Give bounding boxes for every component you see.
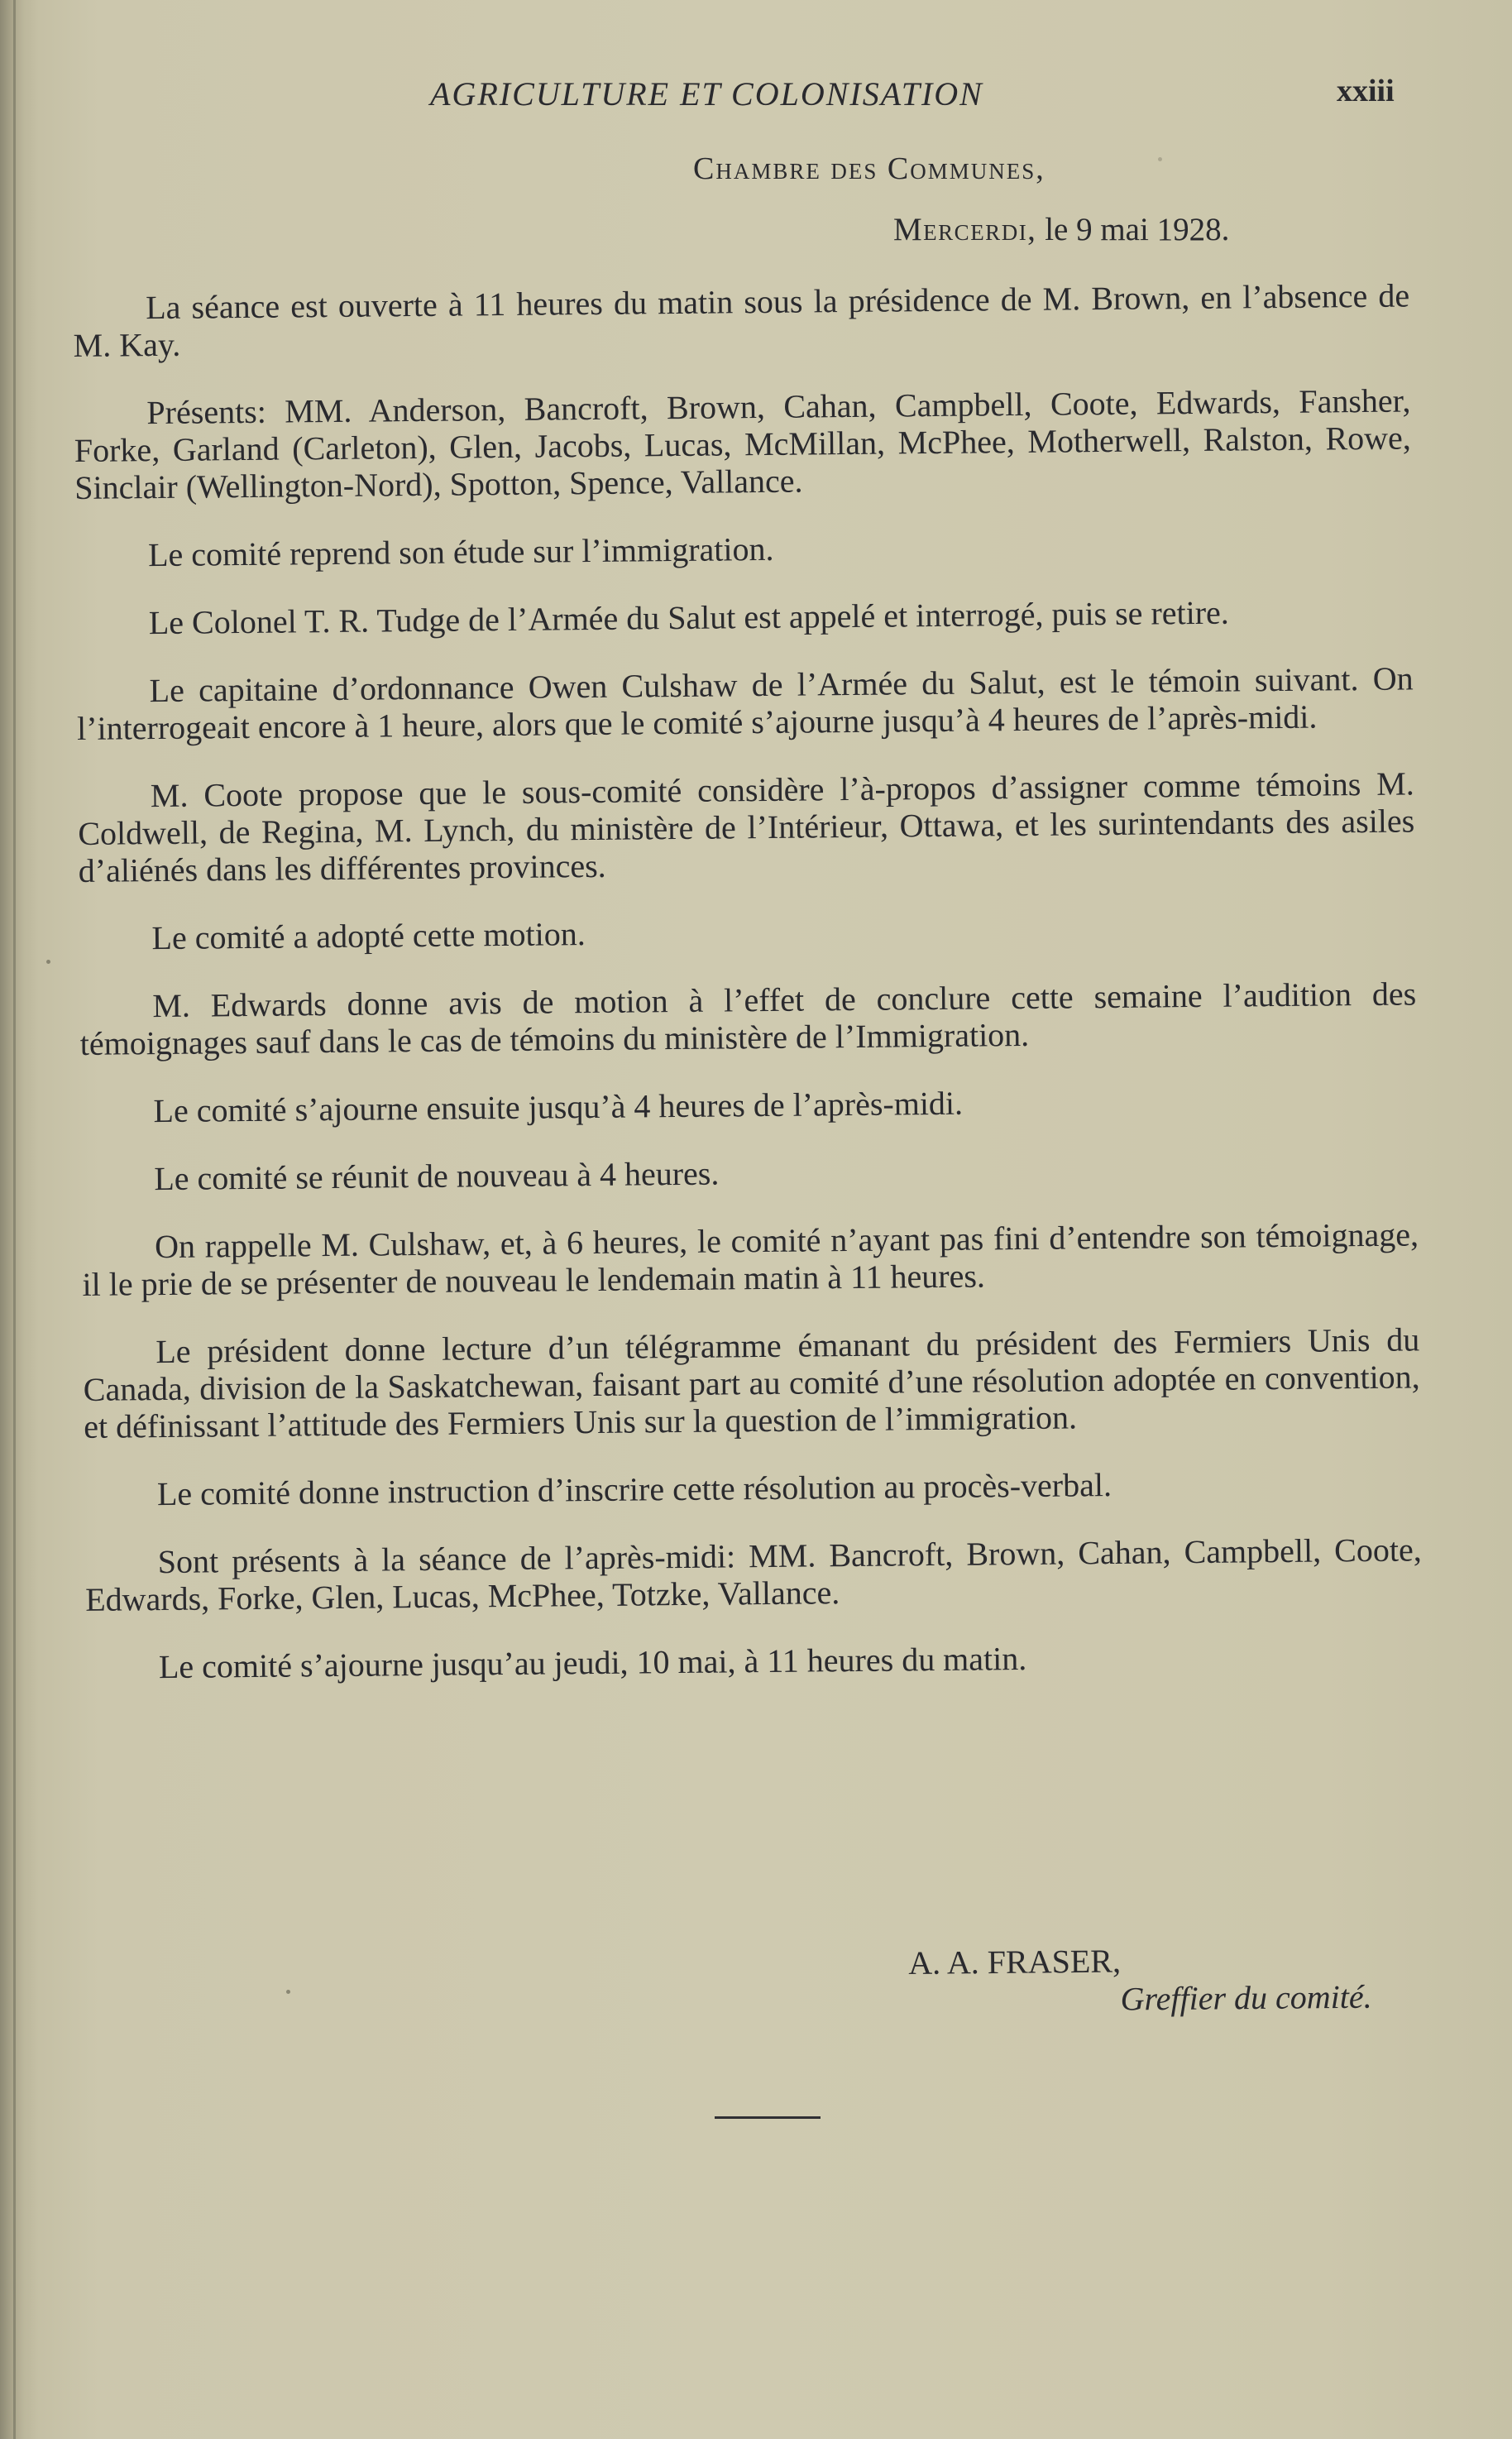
clerk-name: A. A. FRASER, [908,1942,1122,1981]
paragraph-attendance-afternoon: Sont présents à la séance de l’après-midi: MM. Bancroft, Brown, Cahan, Campbell, Coote, Edwards, Forke, Glen, Lucas, McPhee, Totzke, Vallance. [84,1531,1422,1618]
minutes-body [73,276,1423,1716]
paragraph-witness-culshaw: Le capitaine d’ordonnance Owen Culshaw de l’Armée du Salut, est le témoin suivant. On l’interrogeait encore à 1 heure, alors que le comité s’ajourne jusqu’à 4 heures de l’après-midi. [76,659,1414,747]
paragraph-witness-tudge: Le Colonel T. R. Tudge de l’Armée du Salut est appelé et interrogé, puis se retire. [148,593,1230,642]
running-title: AGRICULTURE ET COLONISATION [430,75,983,113]
paragraph-coote-motion: M. Coote propose que le sous-comité considère l’à-propos d’assigner comme témoins M. Coldwell, de Regina, M. Lynch, du ministère de l’Intérieur, Ottawa, et les surintendants des asiles d’aliénés dans les différentes provinces. [78,764,1415,889]
clerk-title: Greffier du comité. [1120,1977,1372,2018]
signature-block [908,1940,1372,2020]
paragraph-edwards-notice: M. Edwards donne avis de motion à l’effet de conclure cette semaine l’audition des témoignages sauf dans le cas de témoins du ministère de l’Immigration. [79,975,1417,1062]
paragraph-study-resumed: Le comité reprend son étude sur l’immigration. [147,529,774,574]
paragraph-reconvene: Le comité se réunit de nouveau à 4 heures. [154,1154,720,1198]
paragraph-motion-adopted: Le comité a adopté cette motion. [151,915,586,957]
date-rest: le 9 mai 1928. [1036,212,1230,247]
paragraph-final-adjournment: Le comité s’ajourne jusqu’au jeudi, 10 mai, à 11 heures du matin. [158,1640,1027,1686]
binding-line [13,0,16,2439]
paragraph-adjourn-afternoon: Le comité s’ajourne ensuite jusqu’à 4 heures de l’après-midi. [153,1084,964,1130]
paragraph-opening: La séance est ouverte à 11 heures du matin sous la présidence de M. Brown, en l’absence de M. Kay. [73,276,1410,364]
chamber-heading: Chambre des Communes, [693,151,1045,186]
page-number: xxiii [1337,74,1395,108]
paragraph-attendance-morning: Présents: MM. Anderson, Bancroft, Brown, Cahan, Campbell, Coote, Edwards, Fansher, Forke, Garland (Carleton), Glen, Jacobs, Lucas, McMillan, McPhee, Motherwell, Ralston, Rowe, Sinclair (Wellington-Nord), Spotton, Spence, Vallance. [74,381,1412,506]
paper-speck [286,1990,290,1994]
paragraph-telegram: Le président donne lecture d’un télégramme émanant du président des Fermiers Unis du Canada, division de la Saskatchewan, faisant part au comité d’une résolution adoptée en convention, et définissant l’attitude des Fermiers Unis sur la question de l’immigration. [83,1320,1420,1445]
paragraph-culshaw-recalled: On rappelle M. Culshaw, et, à 6 heures, le comité n’ayant pas fini d’entendre son témoignage, il le prie de se présenter de nouveau le lendemain matin à 11 heures. [82,1215,1419,1303]
date-line [893,211,1229,248]
binding-edge [0,0,38,2439]
paragraph-instruction: Le comité donne instruction d’inscrire cette résolution au procès-verbal. [156,1466,1112,1513]
date-day: Mercerdi, [893,212,1037,247]
closing-rule [715,2116,821,2119]
paper-speck [1158,157,1162,161]
paper-speck [46,960,50,964]
